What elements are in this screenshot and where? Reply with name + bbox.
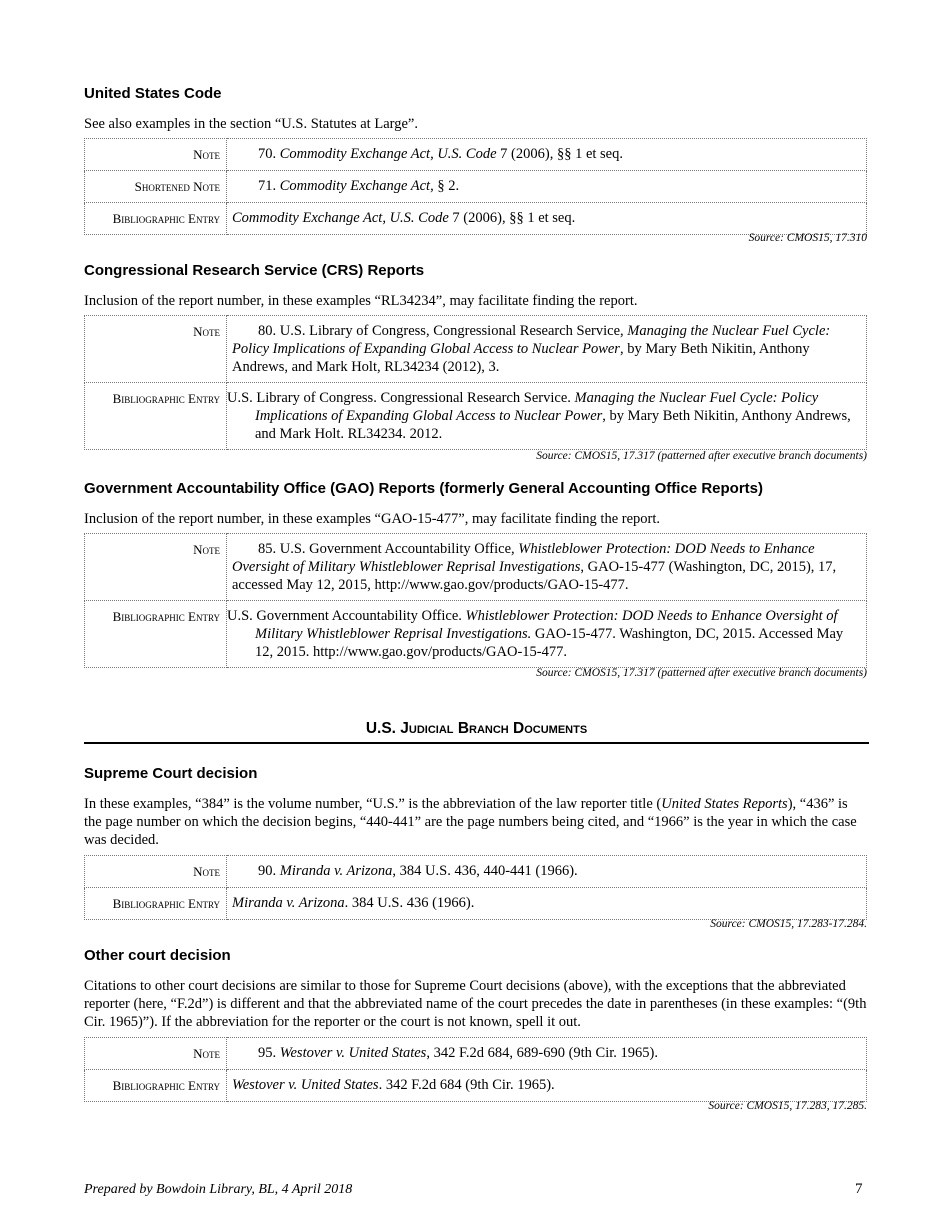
source-note-supreme-court: Source: CMOS15, 17.283-17.284.: [710, 918, 867, 930]
note-label: Note: [85, 139, 227, 171]
bibliographic-entry-row: [85, 383, 867, 450]
bibliographic-entry-label: Bibliographic Entry: [85, 888, 227, 920]
section-intro-other-court: Citations to other court decisions are similar to those for Supreme Court decisions (above), with the exceptions that the abbreviated reporter (here, “F.2d”) is different and that the abbreviated name of the court precedes the date in parentheses (in these examples: “(9th Cir. 1965)”). If the abbreviation for the reporter or the court is not known, spell it out.: [84, 978, 867, 1030]
section-heading-crs: Congressional Research Service (CRS) Reports: [84, 262, 425, 279]
note-text: 95. Westover v. United States, 342 F.2d 684, 689-690 (9th Cir. 1965).: [227, 1038, 867, 1070]
section-heading-usc: United States Code: [84, 85, 222, 102]
footer-credit: Prepared by Bowdoin Library, BL, 4 April 2018: [84, 1182, 353, 1197]
shortened-note-text: 71. Commodity Exchange Act, § 2.: [227, 171, 867, 203]
section-heading-supreme-court: Supreme Court decision: [84, 765, 258, 782]
note-text: 90. Miranda v. Arizona, 384 U.S. 436, 440-441 (1966).: [227, 856, 867, 888]
note-text: 80. U.S. Library of Congress, Congressional Research Service, Managing the Nuclear Fuel Cycle: Policy Implications of Expanding Global Access to Nuclear Power, by Mary Beth Nikitin, Anthony Andrews, and Mark Holt, RL34234 (2012), 3.: [227, 316, 867, 383]
note-label: Note: [85, 316, 227, 383]
note-row: [85, 534, 867, 601]
shortened-note-row: [85, 171, 867, 203]
note-label: Note: [85, 856, 227, 888]
section-intro-crs: Inclusion of the report number, in these examples “RL34234”, may facilitate finding the report.: [84, 293, 638, 309]
source-note-usc: Source: CMOS15, 17.310: [748, 232, 867, 244]
bibliographic-entry-row: [85, 888, 867, 920]
section-intro-usc: See also examples in the section “U.S. Statutes at Large”.: [84, 116, 418, 132]
bibliographic-entry-label: Bibliographic Entry: [85, 203, 227, 235]
bibliographic-entry-row: [85, 203, 867, 235]
section-heading-gao: Government Accountability Office (GAO) Reports (formerly General Accounting Office Reports): [84, 480, 763, 497]
citation-table-usc: [84, 138, 867, 235]
note-row: [85, 856, 867, 888]
section-intro-gao: Inclusion of the report number, in these examples “GAO-15-477”, may facilitate finding the report.: [84, 511, 661, 527]
source-note-other-court: Source: CMOS15, 17.283, 17.285.: [708, 1100, 867, 1112]
note-row: [85, 316, 867, 383]
bibliographic-entry-text: Miranda v. Arizona. 384 U.S. 436 (1966).: [227, 888, 867, 920]
section-intro-supreme-court: In these examples, “384” is the volume number, “U.S.” is the abbreviation of the law reporter title (United States Reports), “436” is the page number on which the decision begins, “440-441” are the page numbers being cited, and “1966” is the year in which the case was decided.: [84, 796, 857, 848]
branch-heading: U.S. Judicial Branch Documents: [84, 720, 869, 744]
bibliographic-entry-text: Westover v. United States. 342 F.2d 684 (9th Cir. 1965).: [227, 1070, 867, 1102]
note-text: 85. U.S. Government Accountability Office, Whistleblower Protection: DOD Needs to Enhance Oversight of Military Whistleblower Reprisal Investigations, GAO-15-477 (Washington, DC, 2015), 17, accessed May 12, 2015, http://www.gao.gov/products/GAO-15-477.: [227, 534, 867, 601]
bibliographic-entry-label: Bibliographic Entry: [85, 1070, 227, 1102]
page-number: 7: [855, 1181, 863, 1197]
note-label: Note: [85, 1038, 227, 1070]
shortened-note-label: Shortened Note: [85, 171, 227, 203]
citation-table-other-court: [84, 1037, 867, 1102]
bibliographic-entry-label: Bibliographic Entry: [85, 383, 227, 450]
source-note-gao: Source: CMOS15, 17.317 (patterned after executive branch documents): [536, 667, 867, 679]
citation-table-crs: [84, 315, 867, 450]
note-row: [85, 1038, 867, 1070]
bibliographic-entry-row: [85, 601, 867, 668]
note-row: [85, 139, 867, 171]
citation-table-supreme-court: [84, 855, 867, 920]
bibliographic-entry-text: Commodity Exchange Act, U.S. Code 7 (2006), §§ 1 et seq.: [227, 203, 867, 235]
source-note-crs: Source: CMOS15, 17.317 (patterned after executive branch documents): [536, 450, 867, 462]
bibliographic-entry-row: [85, 1070, 867, 1102]
section-heading-other-court: Other court decision: [84, 947, 231, 964]
bibliographic-entry-text: U.S. Government Accountability Office. Whistleblower Protection: DOD Needs to Enhance Oversight of Military Whistleblower Reprisal Investigations. GAO-15-477. Washington, DC, 2015. Accessed May 12, 2015. http://www.gao.gov/products/GAO-15-477.: [227, 601, 867, 668]
note-text: 70. Commodity Exchange Act, U.S. Code 7 (2006), §§ 1 et seq.: [227, 139, 867, 171]
note-label: Note: [85, 534, 227, 601]
bibliographic-entry-text: U.S. Library of Congress. Congressional Research Service. Managing the Nuclear Fuel Cycle: Policy Implications of Expanding Global Access to Nuclear Power, by Mary Beth Nikitin, Anthony Andrews, and Mark Holt. RL34234. 2012.: [227, 383, 867, 450]
bibliographic-entry-label: Bibliographic Entry: [85, 601, 227, 668]
citation-table-gao: [84, 533, 867, 668]
